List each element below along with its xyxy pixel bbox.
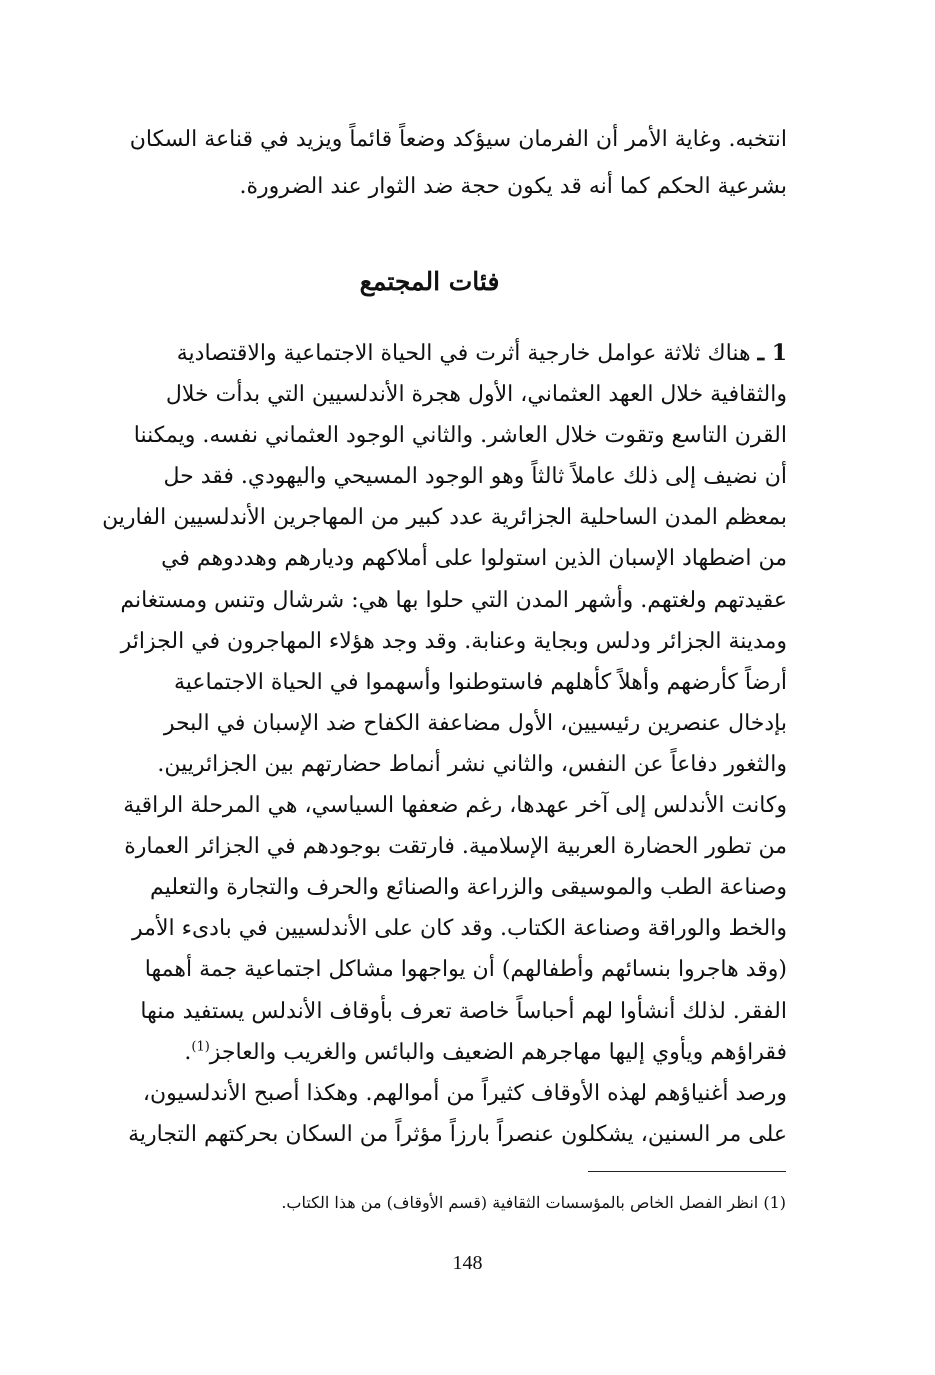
text-line: والثقافية خلال العهد العثماني، الأول هجرة الأندلسيين التي بدأت خلال bbox=[165, 382, 787, 408]
text-line: ومدينة الجزائر ودلس وبجاية وعنابة. وقد وجد هؤلاء المهاجرون في الجزائر bbox=[120, 628, 787, 654]
text-line: الفقر. لذلك أنشأوا لهم أحباساً خاصة تعرف بأوقاف الأندلس يستفيد منها bbox=[140, 998, 787, 1024]
text-line-content: هناك ثلاثة عوامل خارجية أثرت في الحياة الاجتماعية والاقتصادية bbox=[176, 341, 751, 366]
section-paragraph bbox=[72, 333, 787, 1155]
text-line-content: فقراؤهم ويأوي إليها مهاجرهم الضعيف والبائس والغريب والعاجز bbox=[209, 1039, 787, 1065]
text-line: القرن التاسع وتقوت خلال العاشر. والثاني الوجود العثماني نفسه. ويمكننا bbox=[133, 423, 787, 449]
paragraph-number: 1 ـ bbox=[757, 340, 787, 366]
page-number: 148 bbox=[452, 1252, 483, 1274]
text-line: وصناعة الطب والموسيقى والزراعة والصنائع والحرف والتجارة والتعليم bbox=[150, 875, 787, 901]
text-line bbox=[72, 333, 787, 374]
text-line: (وقد هاجروا بنسائهم وأطفالهم) أن يواجهوا مشاكل اجتماعية جمة أهمها bbox=[144, 957, 787, 983]
text-line: أرضاً كأرضهم وأهلاً كأهلهم فاستوطنوا وأسهموا في الحياة الاجتماعية bbox=[173, 669, 787, 695]
text-line: عقيدتهم ولغتهم. وأشهر المدن التي حلوا بها هي: شرشال وتنس ومستغانم bbox=[120, 587, 787, 613]
section-heading: فئات المجتمع bbox=[359, 267, 500, 296]
text-line: ورصد أغنياؤهم لهذه الأوقاف كثيراً من أموالهم. وهكذا أصبح الأندلسيون، bbox=[142, 1080, 787, 1106]
footnote: (1) انظر الفصل الخاص بالمؤسسات الثقافية (قسم الأوقاف) من هذا الكتاب. bbox=[281, 1193, 786, 1212]
text-line: على مر السنين، يشكلون عنصراً بارزاً مؤثراً من السكان بحركتهم التجارية bbox=[128, 1121, 787, 1147]
text-line: بمعظم المدن الساحلية الجزائرية عدد كبير من المهاجرين الأندلسيين الفارين bbox=[102, 505, 787, 531]
text-line-end: . bbox=[184, 1039, 192, 1065]
text-line: والثغور دفاعاً عن النفس، والثاني نشر أنماط حضارتهم بين الجزائريين. bbox=[157, 751, 787, 777]
intro-paragraph bbox=[72, 116, 787, 210]
footnote-divider bbox=[588, 1171, 786, 1172]
text-line: بإدخال عنصرين رئيسيين، الأول مضاعفة الكفاح ضد الإسبان في البحر bbox=[163, 710, 787, 736]
text-line: والخط والوراقة وصناعة الكتاب. وقد كان على الأندلسيين في بادىء الأمر bbox=[132, 916, 787, 942]
text-line: بشرعية الحكم كما أنه قد يكون حجة ضد الثوار عند الضرورة. bbox=[239, 174, 787, 199]
text-line bbox=[72, 1032, 787, 1073]
text-line: انتخبه. وغاية الأمر أن الفرمان سيؤكد وضعاً قائماً ويزيد في قناعة السكان bbox=[129, 127, 787, 152]
text-line: وكانت الأندلس إلى آخر عهدها، رغم ضعفها السياسي، هي المرحلة الراقية bbox=[123, 793, 787, 819]
text-line: أن نضيف إلى ذلك عاملاً ثالثاً وهو الوجود المسيحي واليهودي. فقد حل bbox=[163, 464, 787, 490]
text-line: من تطور الحضارة العربية الإسلامية. فارتقت بوجودهم في الجزائر العمارة bbox=[124, 834, 787, 860]
footnote-reference[interactable]: (1) bbox=[191, 1039, 210, 1055]
text-line: من اضطهاد الإسبان الذين استولوا على أملاكهم وديارهم وهددوهم في bbox=[161, 546, 787, 572]
